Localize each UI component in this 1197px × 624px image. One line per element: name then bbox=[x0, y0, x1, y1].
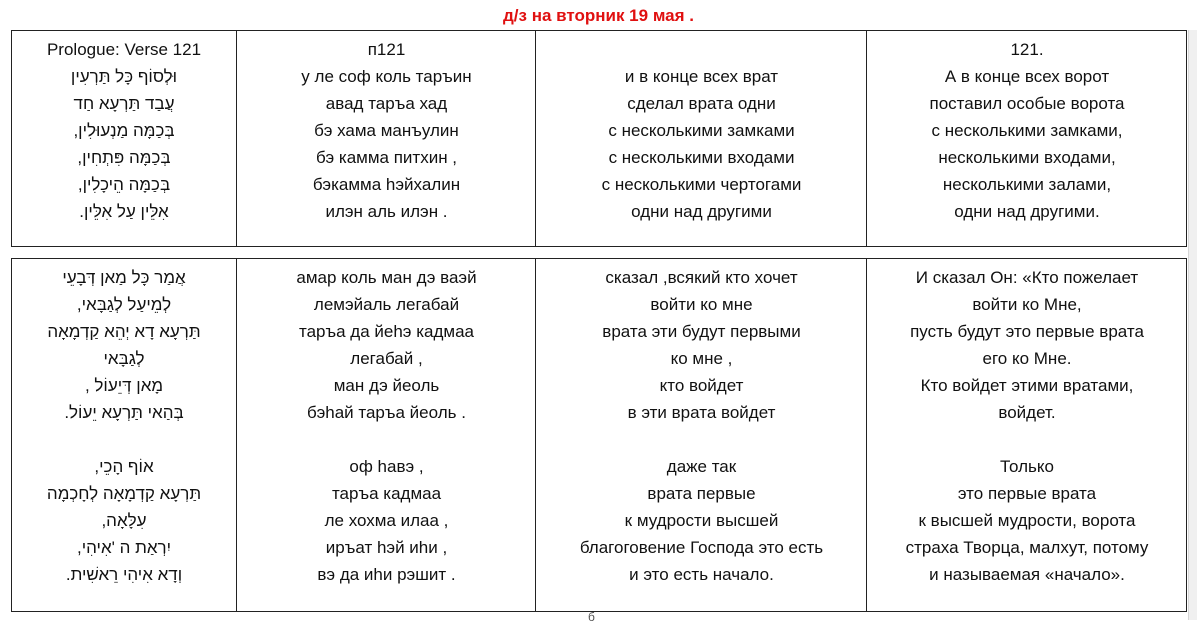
verse-table-2 bbox=[11, 258, 1187, 612]
text-line: ман дэ йеоль bbox=[333, 376, 440, 395]
text-line: и это есть начало. bbox=[629, 565, 774, 584]
text-line: сказал ,всякий кто хочет bbox=[605, 268, 798, 287]
text-line: бэ хама манъулин bbox=[314, 121, 459, 140]
text-line: А в конце всех ворот bbox=[944, 67, 1110, 86]
text-line: амар коль ман дэ ваэй bbox=[296, 268, 477, 287]
text-line: תַּרְעָא קַדְמָאָה לְחָכְמָה bbox=[46, 484, 202, 503]
homework-header: д/з на вторник 19 мая . bbox=[503, 6, 694, 25]
text-line: войдет. bbox=[998, 403, 1056, 422]
page-footer-fragment: б bbox=[588, 610, 595, 624]
text-line: עֲבַד תַּרְעָא חַד bbox=[73, 94, 175, 113]
text-line: с несколькими входами bbox=[608, 148, 795, 167]
text-line: Только bbox=[1000, 457, 1054, 476]
text-line: легабай , bbox=[350, 349, 423, 368]
text-line: ле хохма илаа , bbox=[324, 511, 449, 530]
text-line: בְּכַמָּה מַנְעוּלִין, bbox=[73, 121, 175, 140]
text-line: кто войдет bbox=[659, 376, 744, 395]
text-line: к высшей мудрости, ворота bbox=[918, 511, 1136, 530]
text-line: пусть будут это первые врата bbox=[910, 322, 1144, 341]
text-line: אוֹף הָכֵי, bbox=[94, 457, 154, 476]
text-line: вэ да иhи рэшит . bbox=[317, 565, 456, 584]
text-line: войти ко мне bbox=[650, 295, 753, 314]
text-line: בְּהַאי תַּרְעָא יֵעוֹל. bbox=[64, 403, 184, 422]
text-line: несколькими входами, bbox=[938, 148, 1116, 167]
text-line: בְּכַמָּה פִּתְחִין, bbox=[77, 148, 171, 167]
text-line: войти ко Мне, bbox=[972, 295, 1082, 314]
text-line: таръа да йеhэ кадмаа bbox=[299, 322, 474, 341]
literal-translation-column bbox=[537, 259, 867, 611]
text-line: בְּכַמָּה הֵיכָלִין, bbox=[77, 175, 171, 194]
text-line: авад таръа хад bbox=[325, 94, 448, 113]
blank-line bbox=[868, 426, 1186, 453]
hebrew-column bbox=[12, 259, 237, 611]
translation-column bbox=[868, 259, 1186, 611]
text-line: врата первые bbox=[647, 484, 756, 503]
text-line: бэ камма питхин , bbox=[315, 148, 458, 167]
text-line: даже так bbox=[666, 457, 737, 476]
text-line: И сказал Он: «Кто пожелает bbox=[915, 268, 1139, 287]
text-line: и называемая «начало». bbox=[929, 565, 1125, 584]
text-line: לְגַבָּאי bbox=[103, 349, 145, 368]
text-line: илэн аль илэн . bbox=[325, 202, 448, 221]
text-line: ко мне , bbox=[670, 349, 733, 368]
text-line: оф hавэ , bbox=[349, 457, 424, 476]
text-line: с несколькими замками, bbox=[931, 121, 1123, 140]
text-line: אֲמַר כָּל מַאן דְּבָעֵי bbox=[62, 268, 186, 287]
text-line: с несколькими чертогами bbox=[601, 175, 802, 194]
blank-line bbox=[238, 426, 535, 453]
text-line: 121. bbox=[1010, 40, 1044, 59]
text-line: врата эти будут первыми bbox=[602, 322, 801, 341]
text-line: מָאן דְּיֵעוֹל , bbox=[84, 376, 164, 395]
text-line: в эти врата войдет bbox=[627, 403, 776, 422]
text-line: и в конце всех врат bbox=[624, 67, 779, 86]
text-line: עִלָּאָה, bbox=[101, 511, 147, 530]
text-line: лемэйаль легабай bbox=[313, 295, 460, 314]
blank-line bbox=[537, 426, 866, 453]
text-line: Prologue: Verse 121 bbox=[46, 40, 202, 59]
verse-table-1 bbox=[11, 30, 1187, 247]
text-line: одни над другими. bbox=[954, 202, 1100, 221]
literal-translation-column bbox=[537, 31, 867, 246]
text-line: п121 bbox=[367, 40, 406, 59]
text-line: с несколькими замками bbox=[608, 121, 795, 140]
text-line: одни над другими bbox=[631, 202, 772, 221]
text-line: сделал врата одни bbox=[627, 94, 776, 113]
text-line: поставил особые ворота bbox=[929, 94, 1125, 113]
text-line: это первые врата bbox=[957, 484, 1097, 503]
text-line: несколькими залами, bbox=[942, 175, 1112, 194]
text-line: אִלֵּין עַל אִלֵּין. bbox=[79, 202, 169, 221]
text-line: бэкамма hэйхалин bbox=[312, 175, 461, 194]
transliteration-column bbox=[238, 259, 536, 611]
hebrew-column bbox=[12, 31, 237, 246]
text-line: у ле соф коль таръин bbox=[301, 67, 472, 86]
text-line: иръат hэй иhи , bbox=[325, 538, 448, 557]
translation-column bbox=[868, 31, 1186, 246]
blank-line bbox=[12, 426, 236, 453]
text-line: благоговение Господа это есть bbox=[579, 538, 824, 557]
text-line: бэhай таръа йеоль . bbox=[307, 403, 466, 422]
text-line: таръа кадмаа bbox=[331, 484, 442, 503]
text-line: יִרְאַת ה 'אִיהִי, bbox=[76, 538, 172, 557]
text-line: его ко Мне. bbox=[982, 349, 1072, 368]
vertical-scrollbar[interactable] bbox=[1188, 30, 1197, 620]
text-line: לְמֵיעַל לְגַבָּאי, bbox=[76, 295, 172, 314]
text-line: Кто войдет этими вратами, bbox=[920, 376, 1134, 395]
text-line: תַּרְעָא דָא יְהֵא קַדְמָאָה bbox=[47, 322, 201, 341]
text-line: к мудрости высшей bbox=[624, 511, 779, 530]
text-line: страха Творца, малхут, потому bbox=[905, 538, 1149, 557]
transliteration-column bbox=[238, 31, 536, 246]
text-line: וּלְסוֹף כָּל תַּרְעִין bbox=[70, 67, 178, 86]
text-line: וְדָא אִיהִי רֵאשִׁית. bbox=[65, 565, 183, 584]
